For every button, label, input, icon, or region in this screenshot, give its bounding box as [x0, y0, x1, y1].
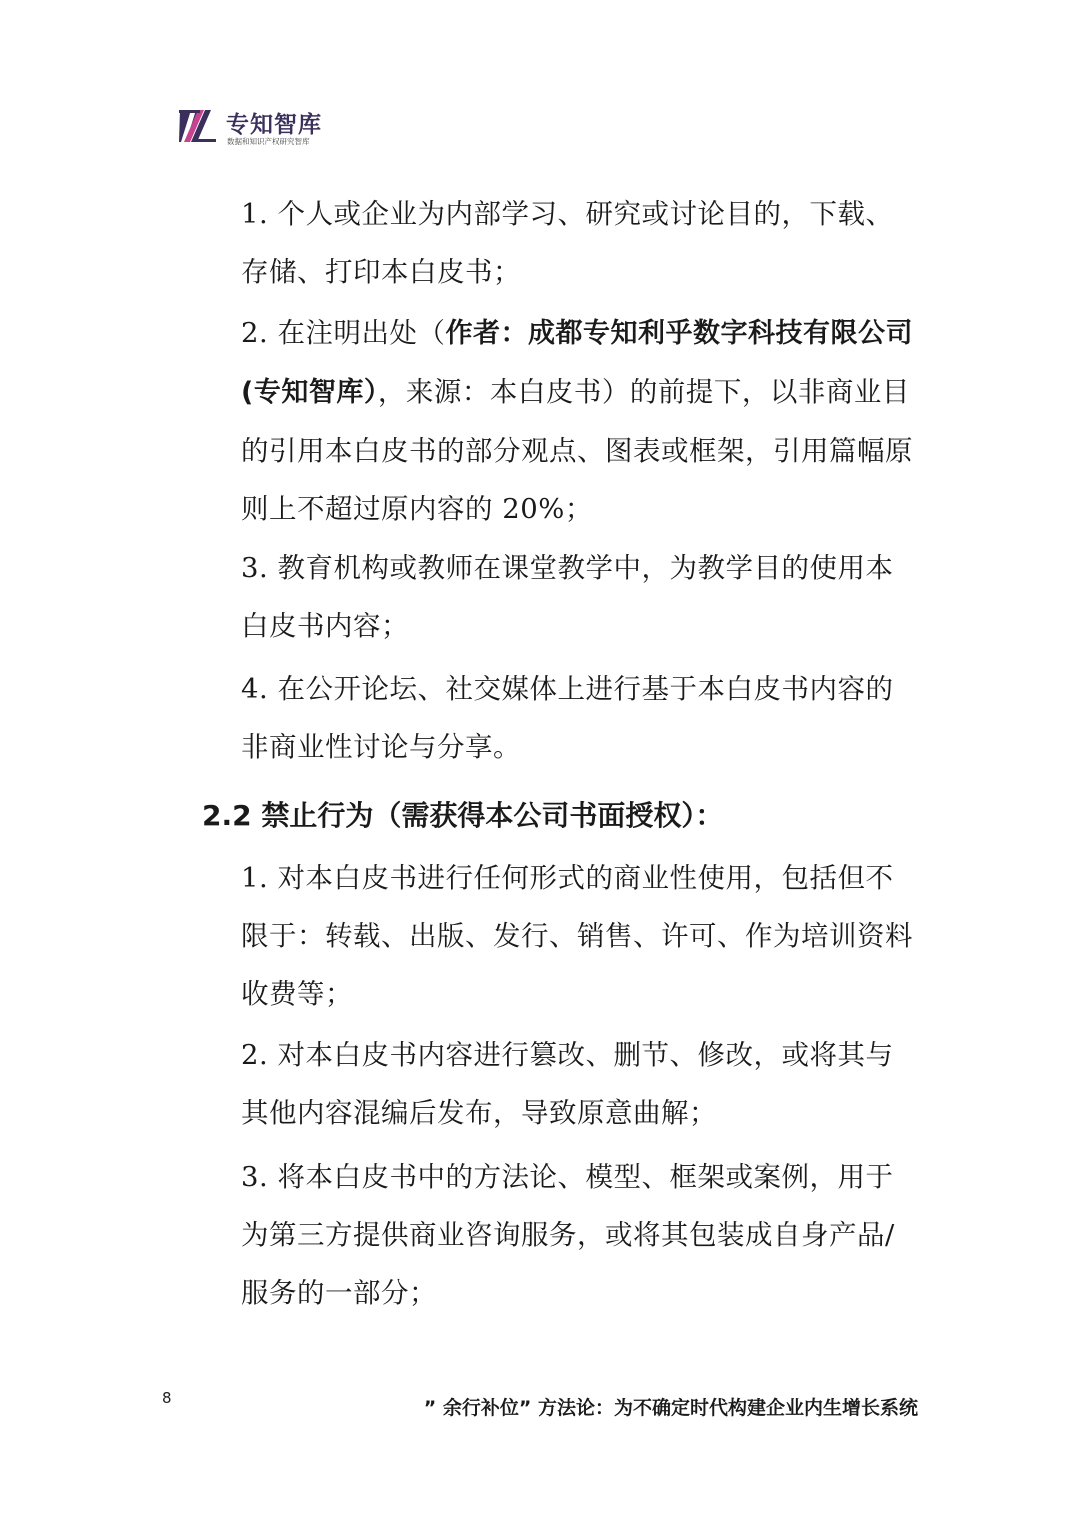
item-number: 2.	[241, 317, 269, 349]
item-number: 2.	[241, 1039, 269, 1071]
page-number: 8	[162, 1389, 172, 1407]
logo-tagline: 数据和知识产权研究智库	[227, 137, 310, 146]
item-number: 3.	[241, 552, 269, 584]
logo-name: 专知智库	[226, 112, 322, 138]
item-number: 1.	[241, 198, 269, 230]
item-number: 1.	[241, 862, 269, 894]
allowed-item-4	[241, 660, 917, 776]
section-heading: 2.2 禁止行为（需获得本公司书面授权）：	[202, 799, 724, 832]
item-text-bold: 作者：成都专知利乎数字科技有限公司(专知智库）	[241, 318, 913, 408]
running-title: ” 余行补位” 方法论：为不确定时代构建企业内生增长系统	[423, 1397, 918, 1419]
allowed-item-1	[241, 185, 917, 301]
item-number: 3.	[241, 1161, 269, 1193]
item-text: 将本白皮书中的方法论、模型、框架或案例，用于为第三方提供商业咨询服务，或将其包装成自身产品/服务的一部分；	[241, 1161, 895, 1309]
allowed-item-3	[241, 539, 917, 655]
item-text: 对本白皮书内容进行篡改、删节、修改，或将其与其他内容混编后发布，导致原意曲解；	[241, 1039, 894, 1129]
prohibited-item-3	[241, 1148, 917, 1322]
item-text-before: 在注明出处（	[277, 317, 446, 349]
item-text: 教育机构或教师在课堂教学中，为教学目的使用本白皮书内容；	[241, 552, 894, 642]
prohibited-item-1	[241, 849, 917, 1023]
item-text: 对本白皮书进行任何形式的商业性使用，包括但不限于：转载、出版、发行、销售、许可、作为培训资料收费等；	[241, 862, 913, 1010]
allowed-item-2	[241, 304, 917, 538]
prohibited-item-2	[241, 1026, 917, 1142]
item-number: 4.	[241, 673, 269, 705]
item-text: 在公开论坛、社交媒体上进行基于本白皮书内容的非商业性讨论与分享。	[241, 673, 894, 763]
item-text: 个人或企业为内部学习、研究或讨论目的，下载、存储、打印本白皮书；	[241, 198, 894, 288]
item-text-after: ，来源：本白皮书）的前提下，以非商业目的引用本白皮书的部分观点、图表或框架，引用篇幅原则上不超过原内容的 20%；	[241, 376, 913, 525]
